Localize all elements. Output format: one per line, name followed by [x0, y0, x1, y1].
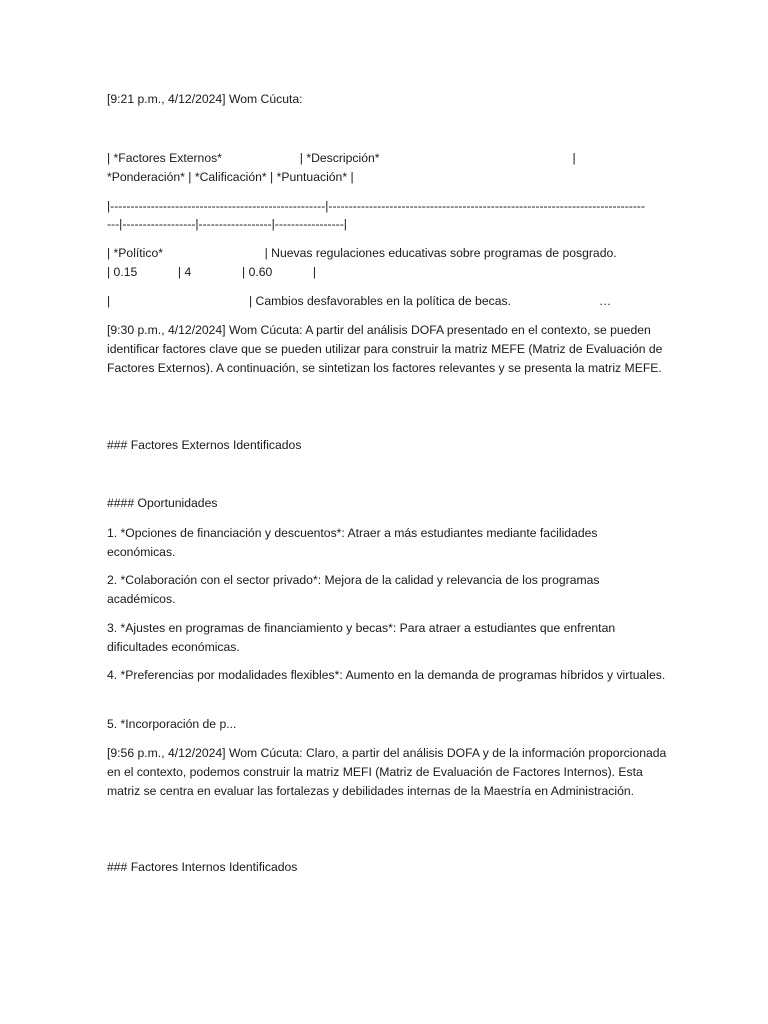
list-item-3: 3. *Ajustes en programas de financiamiento y becas*: Para atraer a estudiantes que enfrentan dificultades económicas.: [107, 621, 619, 654]
message-3: [9:56 p.m., 4/12/2024] Wom Cúcuta: Claro, a partir del análisis DOFA y de la información proporcionada en el contexto, podemos construir la matriz MEFI (Matriz de Evaluación de Factores Internos). Esta matriz se centra en evaluar las fortalezas y debilidades internas de la Maestría en Administración.: [107, 746, 670, 798]
table-row-politico-2: | 0.15 | 4 | 0.60 |: [107, 265, 317, 279]
list-item-4: 4. *Preferencias por modalidades flexibles*: Aumento en la demanda de programas híbridos y virtuales.: [107, 668, 666, 682]
table-row-becas: | | Cambios desfavorables en la política de becas. …: [107, 294, 612, 308]
table-separator-1: |-----------------------------------------------------|------------------------------------------------------------------------------: [107, 199, 645, 213]
heading-factores-internos: ### Factores Internos Identificados: [107, 860, 298, 874]
list-item-1: 1. *Opciones de financiación y descuentos*: Atraer a más estudiantes mediante facilidades económicas.: [107, 526, 601, 559]
table-row-politico-1: | *Político* | Nuevas regulaciones educativas sobre programas de posgrado.: [107, 246, 617, 260]
table-separator-2: ---|------------------|------------------|-----------------|: [107, 217, 347, 231]
table-header-row-2: *Ponderación* | *Calificación* | *Puntuación* |: [107, 170, 354, 184]
heading-factores-externos: ### Factores Externos Identificados: [107, 438, 302, 452]
list-item-2: 2. *Colaboración con el sector privado*: Mejora de la calidad y relevancia de los programas académicos.: [107, 573, 603, 606]
list-item-5: 5. *Incorporación de p...: [107, 717, 237, 731]
table-header-row-1: | *Factores Externos* | *Descripción* |: [107, 151, 576, 165]
message-2: [9:30 p.m., 4/12/2024] Wom Cúcuta: A partir del análisis DOFA presentado en el contexto, se pueden identificar factores clave que se pueden utilizar para construir la matriz MEFE (Matriz de Evaluación de Factores Externos). A continuación, se sintetizan los factores relevantes y se presenta la matriz MEFE.: [107, 323, 666, 375]
message-header-1: [9:21 p.m., 4/12/2024] Wom Cúcuta:: [107, 92, 303, 106]
heading-oportunidades: #### Oportunidades: [107, 496, 218, 510]
